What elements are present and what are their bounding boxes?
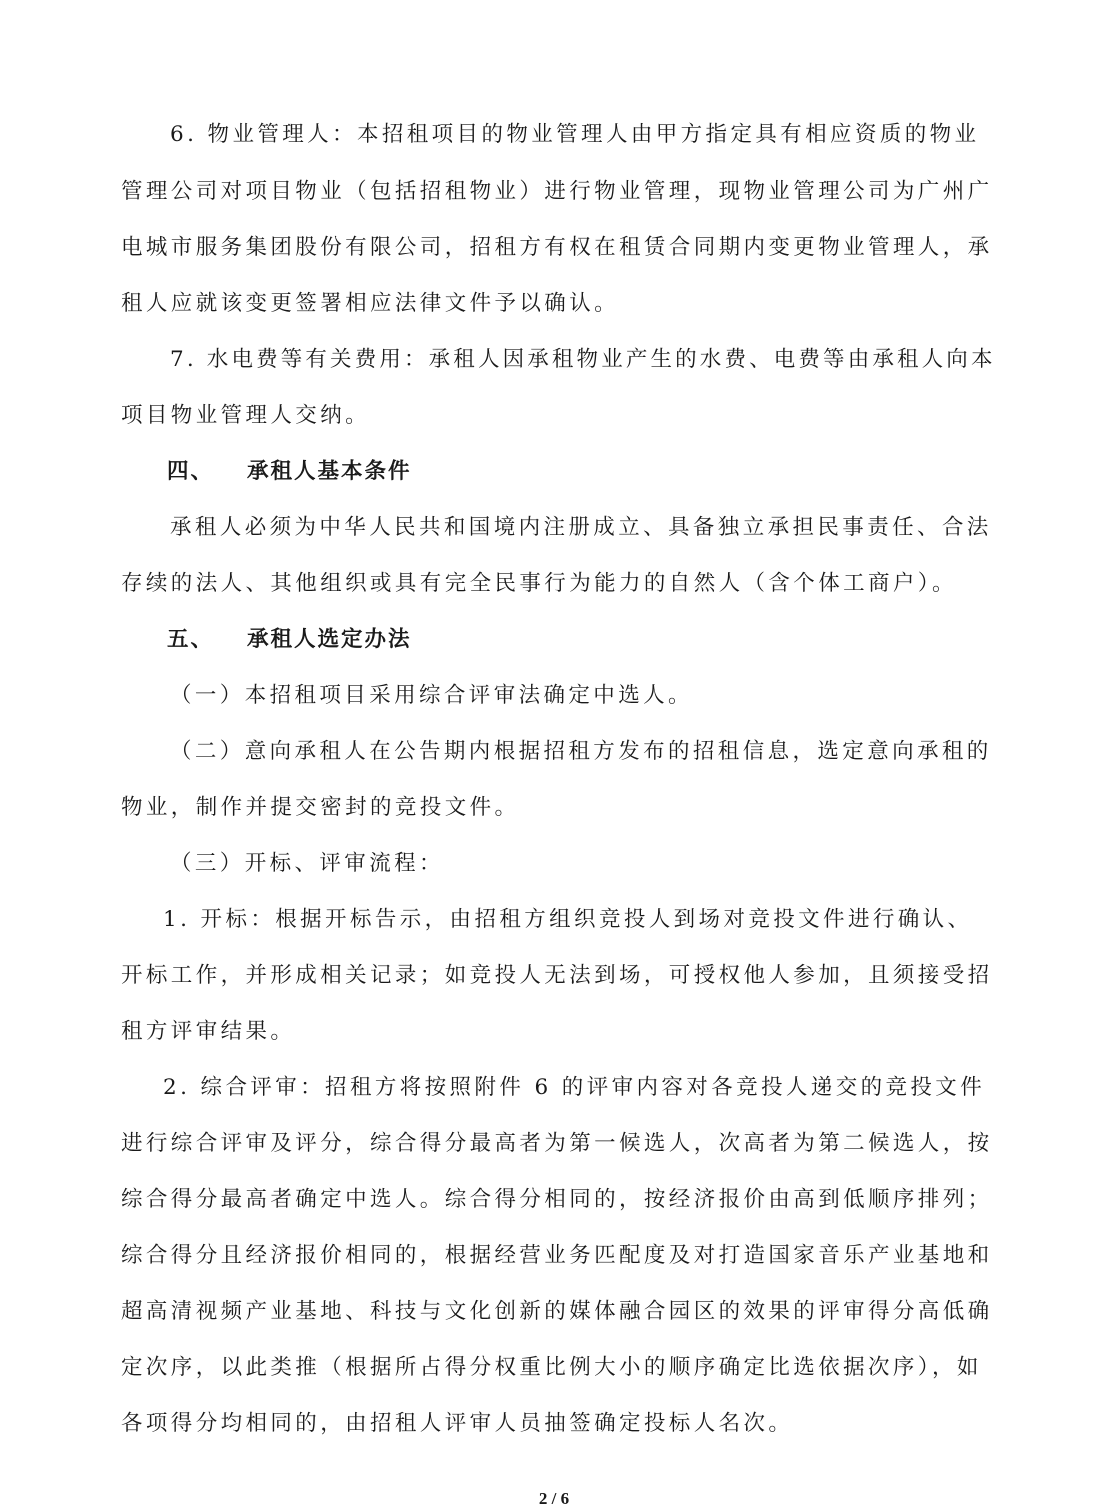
paragraph-line: 管理公司对项目物业（包括招租物业）进行物业管理，现物业管理公司为广州广: [121, 179, 993, 204]
paragraph-line: 7. 水电费等有关费用：承租人因承租物业产生的水费、电费等由承租人向本: [170, 347, 996, 372]
paragraph-line: 租方评审结果。: [121, 1019, 296, 1044]
section-title: 承租人基本条件: [247, 459, 412, 484]
paragraph-line: 物业，制作并提交密封的竞投文件。: [121, 795, 520, 820]
paragraph-line: 1. 开标：根据开标告示，由招租方组织竞投人到场对竞投文件进行确认、: [163, 907, 973, 932]
paragraph-line: 超高清视频产业基地、科技与文化创新的媒体融合园区的效果的评审得分高低确: [121, 1299, 993, 1324]
paragraph-line: 各项得分均相同的，由招租人评审人员抽签确定投标人名次。: [121, 1411, 794, 1436]
paragraph-line: 项目物业管理人交纳。: [121, 403, 371, 428]
paragraph-line: 电城市服务集团股份有限公司，招租方有权在租赁合同期内变更物业管理人，承: [121, 235, 993, 260]
paragraph-line: 开标工作，并形成相关记录；如竞投人无法到场，可授权他人参加，且须接受招: [121, 963, 993, 988]
paragraph-line: 2. 综合评审：招租方将按照附件 6 的评审内容对各竞投人递交的竞投文件: [163, 1075, 986, 1100]
section-number: 四、: [167, 459, 215, 484]
paragraph-line: 定次序，以此类推（根据所占得分权重比例大小的顺序确定比选依据次序），如: [121, 1355, 982, 1380]
paragraph-line: （二）意向承租人在公告期内根据招租方发布的招租信息，选定意向承租的: [170, 739, 992, 764]
paragraph-line: （一）本招租项目采用综合评审法确定中选人。: [170, 683, 693, 708]
paragraph-line: （三）开标、评审流程：: [170, 851, 444, 876]
page-number: 2 / 6: [538, 1489, 570, 1508]
paragraph-line: 综合得分且经济报价相同的，根据经营业务匹配度及对打造国家音乐产业基地和: [121, 1243, 993, 1268]
paragraph-line: 存续的法人、其他组织或具有完全民事行为能力的自然人（含个体工商户）。: [121, 571, 957, 596]
section-number: 五、: [167, 627, 215, 652]
paragraph-line: 承租人必须为中华人民共和国境内注册成立、具备独立承担民事责任、合法: [170, 515, 992, 540]
section-heading: [167, 625, 412, 655]
section-heading: [167, 457, 412, 487]
paragraph-line: 租人应就该变更签署相应法律文件予以确认。: [121, 291, 620, 316]
section-title: 承租人选定办法: [247, 627, 412, 652]
paragraph-line: 6. 物业管理人：本招租项目的物业管理人由甲方指定具有相应资质的物业: [170, 122, 980, 147]
paragraph-line: 综合得分最高者确定中选人。综合得分相同的，按经济报价由高到低顺序排列；: [121, 1187, 993, 1212]
paragraph-line: 进行综合评审及评分，综合得分最高者为第一候选人，次高者为第二候选人，按: [121, 1131, 993, 1156]
